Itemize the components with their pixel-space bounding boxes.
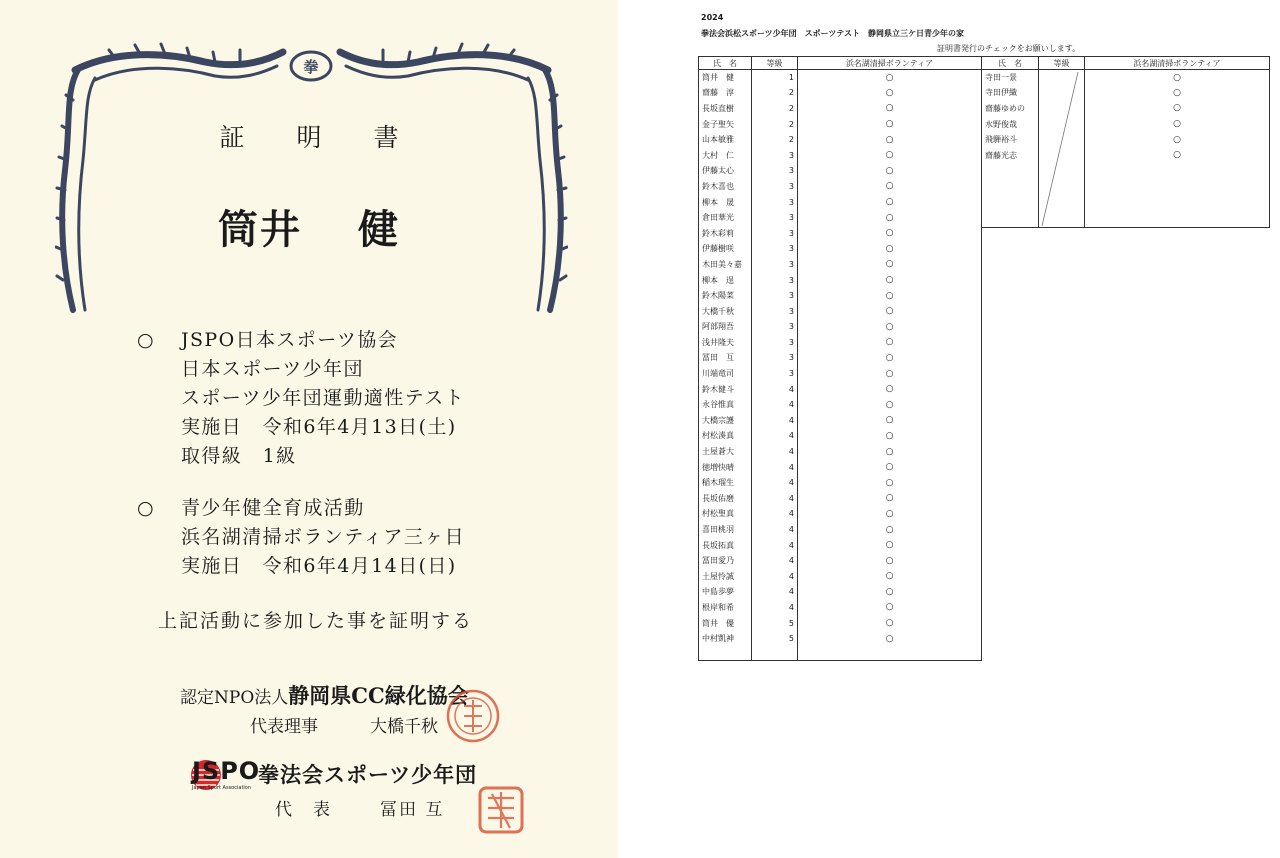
- volunteer-check-mark: ○: [798, 615, 982, 631]
- member-name: 寺田一景: [982, 70, 1039, 86]
- member-name: 鈴木彩莉: [699, 225, 752, 241]
- table-row: [699, 553, 982, 569]
- member-grade: 3: [752, 366, 798, 382]
- test-name: スポーツ少年団運動適性テスト: [181, 387, 466, 409]
- table-row: [699, 537, 982, 553]
- member-grade: 1: [752, 70, 798, 86]
- member-name: 冨田愛乃: [699, 553, 752, 569]
- table-row: [699, 241, 982, 257]
- volunteer-check-mark: ○: [798, 85, 982, 101]
- grade-label: 取得級: [181, 445, 243, 467]
- table-row: [699, 350, 982, 366]
- column-header-grade: 等級: [752, 57, 798, 70]
- member-name: 柳本 晟: [699, 194, 752, 210]
- ornamental-phoenix-frame: [55, 40, 568, 315]
- table-row: [699, 194, 982, 210]
- member-name: 筒井 健: [699, 70, 752, 86]
- volunteer-check-mark: ○: [1085, 132, 1270, 148]
- table-blank-space: [699, 646, 982, 660]
- table-row: [982, 85, 1270, 101]
- member-name: 長坂直樹: [699, 101, 752, 117]
- member-name: 中村凱神: [699, 631, 752, 647]
- member-name: 大橋千秋: [699, 303, 752, 319]
- member-grade: 3: [752, 319, 798, 335]
- table-row: [699, 179, 982, 195]
- member-name: 伊藤太心: [699, 163, 752, 179]
- volunteer-check-mark: ○: [798, 132, 982, 148]
- column-header-name: 氏 名: [982, 57, 1039, 70]
- sub-org-name: 日本スポーツ少年団: [181, 358, 364, 380]
- member-grade: 4: [752, 428, 798, 444]
- rep-name: 冨田 互: [380, 800, 445, 820]
- table-row: [699, 225, 982, 241]
- member-name: 齋藤光志: [982, 147, 1039, 163]
- member-grade: 4: [752, 475, 798, 491]
- column-header-volunteer: 浜名湖清掃ボランティア: [798, 57, 982, 70]
- issuer-org-name: 静岡県CC緑化協会: [288, 683, 469, 708]
- member-grade: 4: [752, 537, 798, 553]
- jspo-logo-text: JSPO: [192, 757, 261, 785]
- table-header-row: [982, 57, 1270, 70]
- section-sports-test: [137, 326, 465, 471]
- blank-cell: [699, 646, 752, 660]
- member-grade: 4: [752, 553, 798, 569]
- member-name: 金子聖矢: [699, 116, 752, 132]
- roster-table-left: [698, 56, 982, 661]
- volunteer-check-mark: ○: [1085, 70, 1270, 86]
- member-name: 寺田伊織: [982, 85, 1039, 101]
- member-grade: 3: [752, 194, 798, 210]
- club-name: 拳法会スポーツ少年団: [258, 762, 478, 787]
- date-label: 実施日: [181, 555, 243, 577]
- member-grade: 4: [752, 397, 798, 413]
- member-grade: 4: [752, 381, 798, 397]
- member-grade: 4: [752, 413, 798, 429]
- grade-column-strike: [1038, 70, 1082, 228]
- member-name: 伊藤樹咲: [699, 241, 752, 257]
- table-row: [699, 319, 982, 335]
- member-name: 土屋怜誠: [699, 569, 752, 585]
- member-name: 大村 仁: [699, 147, 752, 163]
- table-row: [982, 116, 1270, 132]
- table-row: [699, 459, 982, 475]
- circle-bullet: ○: [137, 497, 155, 519]
- table-row: [699, 569, 982, 585]
- volunteer-check-mark: ○: [798, 210, 982, 226]
- volunteer-check-mark: ○: [798, 600, 982, 616]
- table-row: [699, 444, 982, 460]
- volunteer-check-mark: ○: [1085, 147, 1270, 163]
- volunteer-check-mark: ○: [798, 101, 982, 117]
- volunteer-check-mark: ○: [798, 194, 982, 210]
- member-name: 倉田華光: [699, 210, 752, 226]
- volunteer-check-mark: ○: [798, 303, 982, 319]
- jspo-logo-subtitle: Japan Sport Association: [192, 785, 252, 791]
- table-row: [699, 288, 982, 304]
- member-name: 長坂拓真: [699, 537, 752, 553]
- member-name: 中島歩夢: [699, 584, 752, 600]
- member-grade: 3: [752, 241, 798, 257]
- member-grade: 5: [752, 615, 798, 631]
- member-grade: 3: [752, 257, 798, 273]
- table-row: [699, 615, 982, 631]
- issuer-representative: [250, 712, 438, 737]
- volunteer-check-mark: ○: [798, 350, 982, 366]
- column-header-name: 氏 名: [699, 57, 752, 70]
- member-name: 齋藤 淳: [699, 85, 752, 101]
- member-grade: 4: [752, 600, 798, 616]
- volunteer-check-mark: ○: [798, 522, 982, 538]
- member-name: 鈴木喜也: [699, 179, 752, 195]
- issuer-role: 代表理事: [250, 717, 318, 737]
- certificate: [0, 0, 618, 858]
- grade-value: 1級: [262, 445, 297, 467]
- member-name: 鈴木健斗: [699, 381, 752, 397]
- volunteer-check-mark: ○: [798, 459, 982, 475]
- activity-name: 青少年健全育成活動: [181, 497, 365, 519]
- table-row: [699, 335, 982, 351]
- volunteer-check-mark: ○: [798, 631, 982, 647]
- volunteer-check-mark: ○: [798, 179, 982, 195]
- table-row: [699, 366, 982, 382]
- member-name: 筒井 優: [699, 615, 752, 631]
- table-row: [699, 303, 982, 319]
- member-grade: 2: [752, 132, 798, 148]
- table-header-row: [699, 57, 982, 70]
- volunteer-check-mark: ○: [1085, 101, 1270, 117]
- member-name: 水野俊哉: [982, 116, 1039, 132]
- member-name: 山本敏雅: [699, 132, 752, 148]
- table-row: [982, 132, 1270, 148]
- volunteer-check-mark: ○: [798, 257, 982, 273]
- table-blank-space: [982, 163, 1270, 227]
- blank-cell: [1085, 163, 1270, 227]
- seal-stamp: [440, 688, 506, 744]
- member-grade: 4: [752, 522, 798, 538]
- volunteer-check-mark: ○: [798, 272, 982, 288]
- member-name: 木田美々嘉: [699, 257, 752, 273]
- column-header-volunteer: 浜名湖清掃ボランティア: [1085, 57, 1270, 70]
- blank-cell: [798, 646, 982, 660]
- roster-request: 証明書発行のチェックをお願いします。: [937, 44, 1081, 53]
- member-grade: 2: [752, 101, 798, 117]
- table-row: [699, 522, 982, 538]
- member-grade: 4: [752, 491, 798, 507]
- table-row: [699, 147, 982, 163]
- table-row: [699, 132, 982, 148]
- volunteer-check-mark: ○: [798, 397, 982, 413]
- recipient-name: 筒井 健: [218, 206, 400, 253]
- member-grade: 3: [752, 303, 798, 319]
- test-date: 令和6年4月13日(土): [262, 416, 457, 438]
- table-row: [699, 600, 982, 616]
- table-row: [699, 272, 982, 288]
- volunteer-check-mark: ○: [1085, 85, 1270, 101]
- member-name: 阿部翔吾: [699, 319, 752, 335]
- member-grade: 3: [752, 225, 798, 241]
- member-name: 徳増快晴: [699, 459, 752, 475]
- table-row: [699, 116, 982, 132]
- member-grade: 2: [752, 116, 798, 132]
- issuer-prefix: 認定NPO法人: [180, 688, 289, 708]
- member-name: 村松湊真: [699, 428, 752, 444]
- member-name: 長坂佑磨: [699, 491, 752, 507]
- volunteer-check-mark: ○: [798, 225, 982, 241]
- volunteer-check-mark: ○: [798, 413, 982, 429]
- member-grade: 4: [752, 444, 798, 460]
- table-row: [699, 381, 982, 397]
- member-grade: 3: [752, 350, 798, 366]
- roster-year: 2024: [701, 13, 724, 22]
- table-row: [699, 101, 982, 117]
- member-name: 永谷惟真: [699, 397, 752, 413]
- table-row: [982, 70, 1270, 86]
- table-row: [699, 584, 982, 600]
- member-name: 川端竜司: [699, 366, 752, 382]
- member-grade: 3: [752, 163, 798, 179]
- table-row: [699, 413, 982, 429]
- volunteer-check-mark: ○: [798, 381, 982, 397]
- table-row: [699, 491, 982, 507]
- table-row: [699, 210, 982, 226]
- member-name: 根岸和希: [699, 600, 752, 616]
- svg-text:拳: 拳: [303, 58, 319, 76]
- table-row: [699, 163, 982, 179]
- member-grade: 3: [752, 179, 798, 195]
- volunteer-check-mark: ○: [798, 428, 982, 444]
- table-row: [982, 101, 1270, 117]
- volunteer-check-mark: ○: [798, 116, 982, 132]
- volunteer-check-mark: ○: [798, 537, 982, 553]
- table-row: [699, 475, 982, 491]
- member-grade: 3: [752, 147, 798, 163]
- member-name: 土屋蒼大: [699, 444, 752, 460]
- column-header-grade: 等級: [1039, 57, 1085, 70]
- certification-statement: 上記活動に参加した事を証明する: [158, 610, 474, 632]
- roster-heading: 拳法会浜松スポーツ少年団 スポーツテスト 静岡県立三ケ日青少年の家: [701, 29, 965, 38]
- table-row: [982, 147, 1270, 163]
- member-grade: 4: [752, 506, 798, 522]
- member-name: 齋藤ゆめの: [982, 101, 1039, 117]
- volunteer-check-mark: ○: [798, 163, 982, 179]
- member-grade: 3: [752, 210, 798, 226]
- volunteer-check-mark: ○: [798, 569, 982, 585]
- volunteer-check-mark: ○: [798, 335, 982, 351]
- club-representative: [275, 795, 444, 820]
- certificate-title: 証 明 書: [219, 123, 421, 152]
- member-grade: 5: [752, 631, 798, 647]
- member-name: 稲木瑠生: [699, 475, 752, 491]
- volunteer-check-mark: ○: [798, 506, 982, 522]
- date-label: 実施日: [181, 416, 243, 438]
- rep-role: 代 表: [275, 800, 332, 820]
- member-name: 飛騨裕斗: [982, 132, 1039, 148]
- member-name: 村松聖真: [699, 506, 752, 522]
- member-grade: 3: [752, 288, 798, 304]
- blank-cell: [982, 163, 1039, 227]
- member-name: 鈴木陽菜: [699, 288, 752, 304]
- activity-date: 令和6年4月14日(日): [262, 555, 457, 577]
- volunteer-check-mark: ○: [798, 319, 982, 335]
- volunteer-check-mark: ○: [1085, 116, 1270, 132]
- table-row: [699, 506, 982, 522]
- volunteer-check-mark: ○: [798, 288, 982, 304]
- member-name: 浅井隆夫: [699, 335, 752, 351]
- table-row: [699, 631, 982, 647]
- member-name: 冨田 互: [699, 350, 752, 366]
- volunteer-check-mark: ○: [798, 70, 982, 86]
- circle-bullet: ○: [137, 329, 155, 351]
- volunteer-check-mark: ○: [798, 584, 982, 600]
- volunteer-check-mark: ○: [798, 147, 982, 163]
- table-row: [699, 85, 982, 101]
- roster-table-right: [981, 56, 1270, 228]
- volunteer-check-mark: ○: [798, 553, 982, 569]
- member-grade: 4: [752, 459, 798, 475]
- member-name: 喜田桃羽: [699, 522, 752, 538]
- member-name: 柳本 逞: [699, 272, 752, 288]
- seal-stamp: [470, 780, 530, 840]
- member-grade: 3: [752, 272, 798, 288]
- member-grade: 4: [752, 584, 798, 600]
- org-name: JSPO日本スポーツ協会: [181, 329, 399, 351]
- volunteer-check-mark: ○: [798, 491, 982, 507]
- member-grade: 4: [752, 569, 798, 585]
- member-grade: 2: [752, 85, 798, 101]
- table-row: [699, 428, 982, 444]
- issuer-organization: [180, 680, 469, 710]
- issuer-name: 大橋千秋: [370, 717, 438, 737]
- table-row: [699, 397, 982, 413]
- member-name: 大橋宗護: [699, 413, 752, 429]
- member-grade: 3: [752, 335, 798, 351]
- roster-sheet: [620, 0, 1280, 858]
- volunteer-check-mark: ○: [798, 444, 982, 460]
- table-row: [699, 70, 982, 86]
- activity-detail: 浜名湖清掃ボランティア三ヶ日: [181, 526, 466, 548]
- volunteer-check-mark: ○: [798, 366, 982, 382]
- table-row: [699, 257, 982, 273]
- volunteer-check-mark: ○: [798, 241, 982, 257]
- section-volunteer: [137, 494, 465, 581]
- blank-cell: [752, 646, 798, 660]
- volunteer-check-mark: ○: [798, 475, 982, 491]
